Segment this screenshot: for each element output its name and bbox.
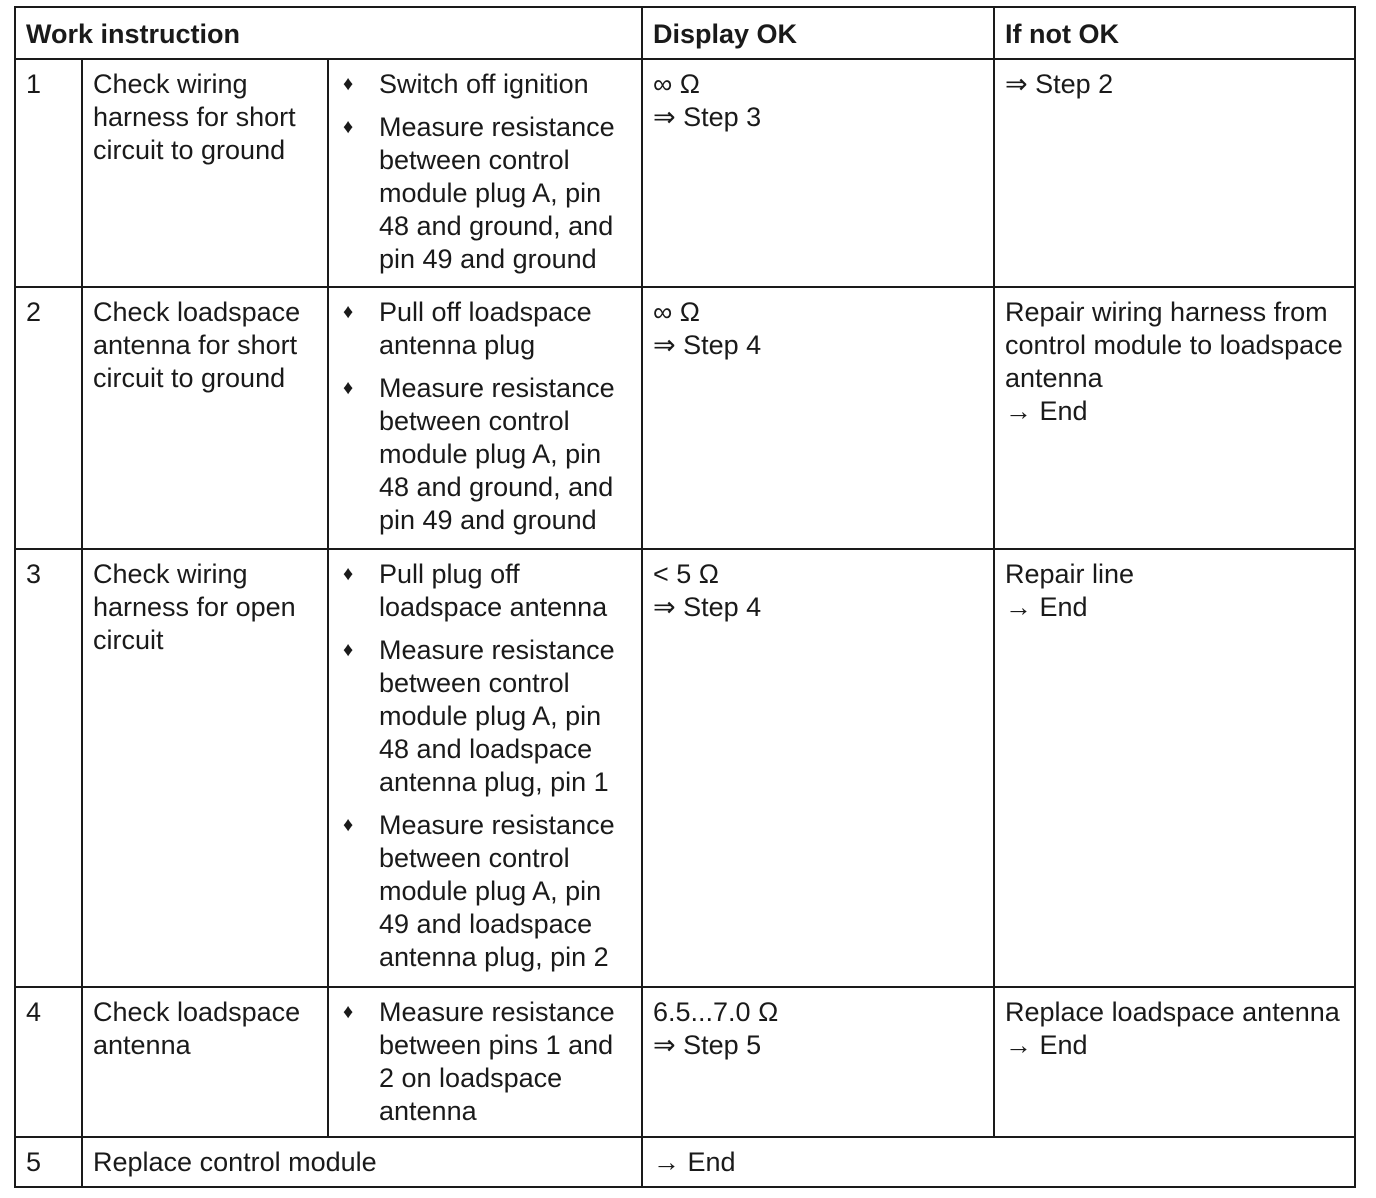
action-list [339, 68, 631, 276]
diamond-bullet-icon: ♦ [343, 1001, 354, 1023]
step-number: 1 [15, 59, 82, 287]
display-ok-next: ⇒ Step 3 [653, 102, 762, 132]
display-ok-value: 6.5...7.0 Ω [653, 997, 779, 1027]
header-work-instruction: Work instruction [15, 7, 642, 59]
list-item: ♦ Pull off loadspace antenna plug [343, 297, 592, 360]
list-item: ♦ Measure resistance between control module plug A, pin 49 and loadspace antenna plug, pin 2 [343, 810, 615, 972]
display-ok-next: ⇒ Step 4 [653, 592, 762, 622]
action-list [339, 558, 631, 974]
if-not-ok-next: → End [1005, 592, 1088, 622]
header-if-not-ok: If not OK [994, 7, 1355, 59]
step-number: 3 [15, 549, 82, 987]
action-list-cell [328, 549, 642, 987]
list-item: ♦ Pull plug off loadspace antenna [343, 559, 608, 622]
list-item: ♦ Measure resistance between pins 1 and 2 on loadspace antenna [343, 997, 615, 1126]
display-ok-value: < 5 Ω [653, 559, 719, 589]
check-description: Check loadspace antenna for short circuit to ground [82, 287, 328, 549]
display-ok-value: ∞ Ω [653, 297, 700, 327]
list-item: ♦ Switch off ignition [343, 69, 589, 99]
display-ok-value: ∞ Ω [653, 69, 700, 99]
diamond-bullet-icon: ♦ [343, 377, 354, 399]
if-not-ok-next: → End [1005, 396, 1088, 426]
if-not-ok-next: → End [1005, 1030, 1088, 1060]
work-instruction-table [14, 6, 1356, 1188]
step-number: 2 [15, 287, 82, 549]
if-not-ok-action: Repair wiring harness from control module to loadspace antenna [1005, 297, 1343, 393]
step-number: 5 [15, 1137, 82, 1187]
table-row [15, 987, 1355, 1137]
display-ok-next: ⇒ Step 4 [653, 330, 762, 360]
if-not-ok-next: ⇒ Step 2 [1005, 69, 1114, 99]
diamond-bullet-icon: ♦ [343, 639, 354, 661]
action-list-cell [328, 59, 642, 287]
if-not-ok-cell [994, 987, 1355, 1137]
action-list-cell [328, 987, 642, 1137]
header-row [15, 7, 1355, 59]
list-item: ♦ Measure resistance between control module plug A, pin 48 and ground, and pin 49 and ground [343, 373, 615, 535]
action-list [339, 996, 631, 1128]
display-ok-cell [642, 549, 994, 987]
list-item: ♦ Measure resistance between control module plug A, pin 48 and ground, and pin 49 and ground [343, 112, 615, 274]
display-ok-cell [642, 987, 994, 1137]
table-row [15, 549, 1355, 987]
action-list [339, 296, 631, 537]
diamond-bullet-icon: ♦ [343, 73, 354, 95]
display-ok-cell [642, 59, 994, 287]
if-not-ok-action: Replace loadspace antenna [1005, 997, 1340, 1027]
table-row [15, 287, 1355, 549]
table-row [15, 1137, 1355, 1187]
if-not-ok-cell [994, 549, 1355, 987]
table-row [15, 59, 1355, 287]
check-description: Check wiring harness for open circuit [82, 549, 328, 987]
diamond-bullet-icon: ♦ [343, 814, 354, 836]
step-number: 4 [15, 987, 82, 1137]
check-description: Check wiring harness for short circuit to ground [82, 59, 328, 287]
final-instruction: Replace control module [82, 1137, 642, 1187]
final-display-ok: → End [642, 1137, 1355, 1187]
list-item: ♦ Measure resistance between control module plug A, pin 48 and loadspace antenna plug, pin 1 [343, 635, 615, 797]
check-description: Check loadspace antenna [82, 987, 328, 1137]
display-ok-next: ⇒ Step 5 [653, 1030, 762, 1060]
diamond-bullet-icon: ♦ [343, 116, 354, 138]
if-not-ok-action: Repair line [1005, 559, 1135, 589]
action-list-cell [328, 287, 642, 549]
if-not-ok-cell [994, 59, 1355, 287]
diamond-bullet-icon: ♦ [343, 301, 354, 323]
display-ok-cell [642, 287, 994, 549]
if-not-ok-cell [994, 287, 1355, 549]
header-display-ok: Display OK [642, 7, 994, 59]
diamond-bullet-icon: ♦ [343, 563, 354, 585]
